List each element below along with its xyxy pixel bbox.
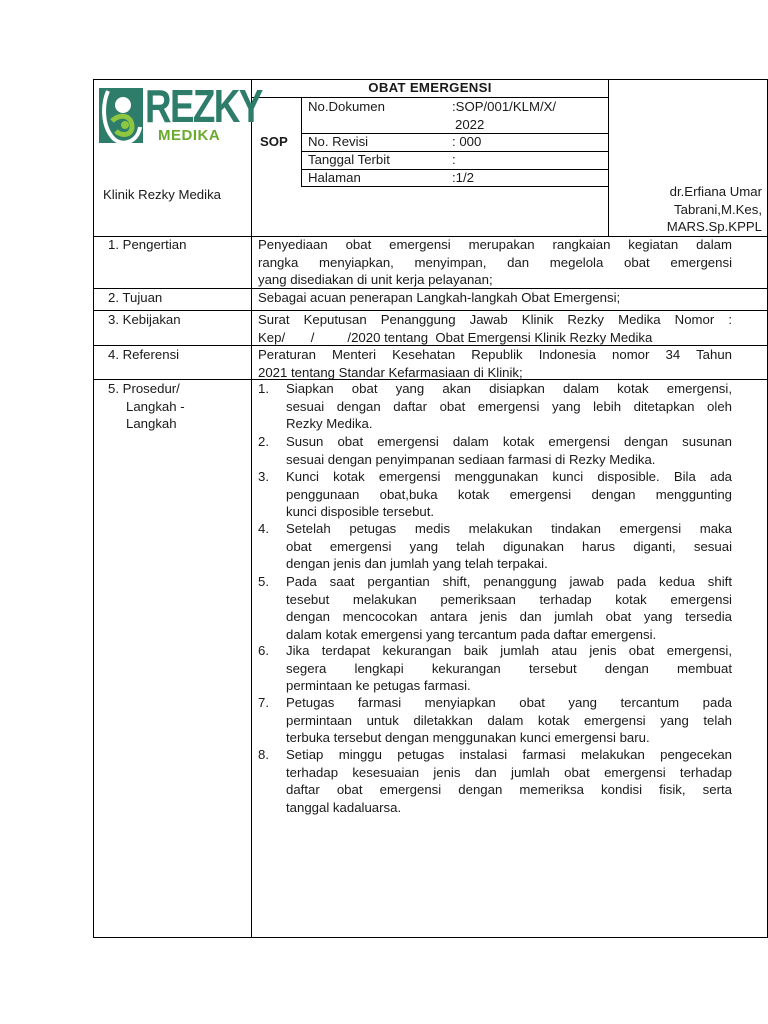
field-value-halaman: :1/2 [452,170,474,185]
procedure-step: 3. Kunci kotak emergensi menggunakan kunci disposible. Bila ada penggunaan obat,buka kotak emergensi dengan menggunting kunci disposible tersebut. [258,469,732,519]
content-tujuan: Sebagai acuan penerapan Langkah-langkah Obat Emergensi; [258,290,621,305]
content-pengertian: Penyediaan obat emergensi merupakan rangkaian kegiatan dalam rangka menyiapkan, menyimpan, dan megelola obat emergensi yang disediakan di unit kerja pelayanan; [258,237,732,287]
clinic-name: Klinik Rezky Medika [103,187,221,202]
field-value-no-revisi: : 000 [452,134,482,149]
clinic-logo [98,80,262,147]
label-prosedur: 5. Prosedur/ Langkah - Langkah [108,381,185,431]
signatory: dr.Erfiana Umar Tabrani,M.Kes, MARS.Sp.KPPL [666,184,762,234]
content-referensi: Peraturan Menteri Kesehatan Republik Indonesia nomor 34 Tahun 2021 tentang Standar Kefarmasiaan di Klinik; [258,347,732,380]
field-label-no-dokumen: No.Dokumen [308,99,385,114]
logo-sub: MEDIKA [158,127,221,144]
label-pengertian: 1. Pengertian [108,237,187,252]
field-label-no-revisi: No. Revisi [308,134,369,149]
field-label-halaman: Halaman [308,170,361,185]
document-title: OBAT EMERGENSI [368,80,492,95]
procedure-step: 5. Pada saat pergantian shift, penanggung jawab pada kedua shift tesebut melakukan pemeriksaan terhadap kotak emergensi dengan mencocokan antara jenis dan jumlah obat yang tersedia dalam kotak emergensi yang tercantum pada daftar emergensi. [258,574,732,642]
procedure-step: 7. Petugas farmasi menyiapkan obat yang tercantum pada permintaan untuk diletakkan dalam kotak emergensi yang telah terbuka tersebut dengan menggunakan kunci emergensi baru. [258,695,732,745]
field-value-tanggal-terbit: : [452,152,456,167]
procedure-step: 6. Jika terdapat kekurangan baik jumlah atau jenis obat emergensi, segera lengkapi kekurangan tersebut dengan membuat permintaan ke petugas farmasi. [258,643,732,693]
label-tujuan: 2. Tujuan [108,290,163,305]
field-value-no-dokumen: :SOP/001/KLM/X/ 2022 [452,99,557,132]
procedure-step: 2. Susun obat emergensi dalam kotak emergensi dengan susunan sesuai dengan penyimpanan sediaan farmasi di Rezky Medika. [258,434,732,467]
content-kebijakan: Surat Keputusan Penanggung Jawab Klinik Rezky Medika Nomor : Kep/ / /2020 tentang Obat Emergensi Klinik Rezky Medika [258,312,732,345]
label-referensi: 4. Referensi [108,347,180,362]
mother-child-icon [98,85,144,147]
label-kebijakan: 3. Kebijakan [108,312,181,327]
sop-label: SOP [260,134,288,149]
procedure-step: 8. Setiap minggu petugas instalasi farmasi melakukan pengecekan terhadap kesesuaian jenis dan jumlah obat emergensi terhadap daftar obat emergensi dengan memeriksa kondisi fisik, serta tanggal kadaluarsa. [258,747,732,815]
procedure-step: 4. Setelah petugas medis melakukan tindakan emergensi maka obat emergensi yang telah digunakan harus diganti, sesuai dengan jenis dan jumlah yang telah terpakai. [258,521,732,571]
procedure-step: 1. Siapkan obat yang akan disiapkan dalam kotak emergensi, sesuai dengan daftar obat emergensi yang lebih ditetapkan oleh Rezky Medika. [258,381,732,431]
logo-brand: REZKY [145,80,262,132]
field-label-tanggal-terbit: Tanggal Terbit [308,152,390,167]
